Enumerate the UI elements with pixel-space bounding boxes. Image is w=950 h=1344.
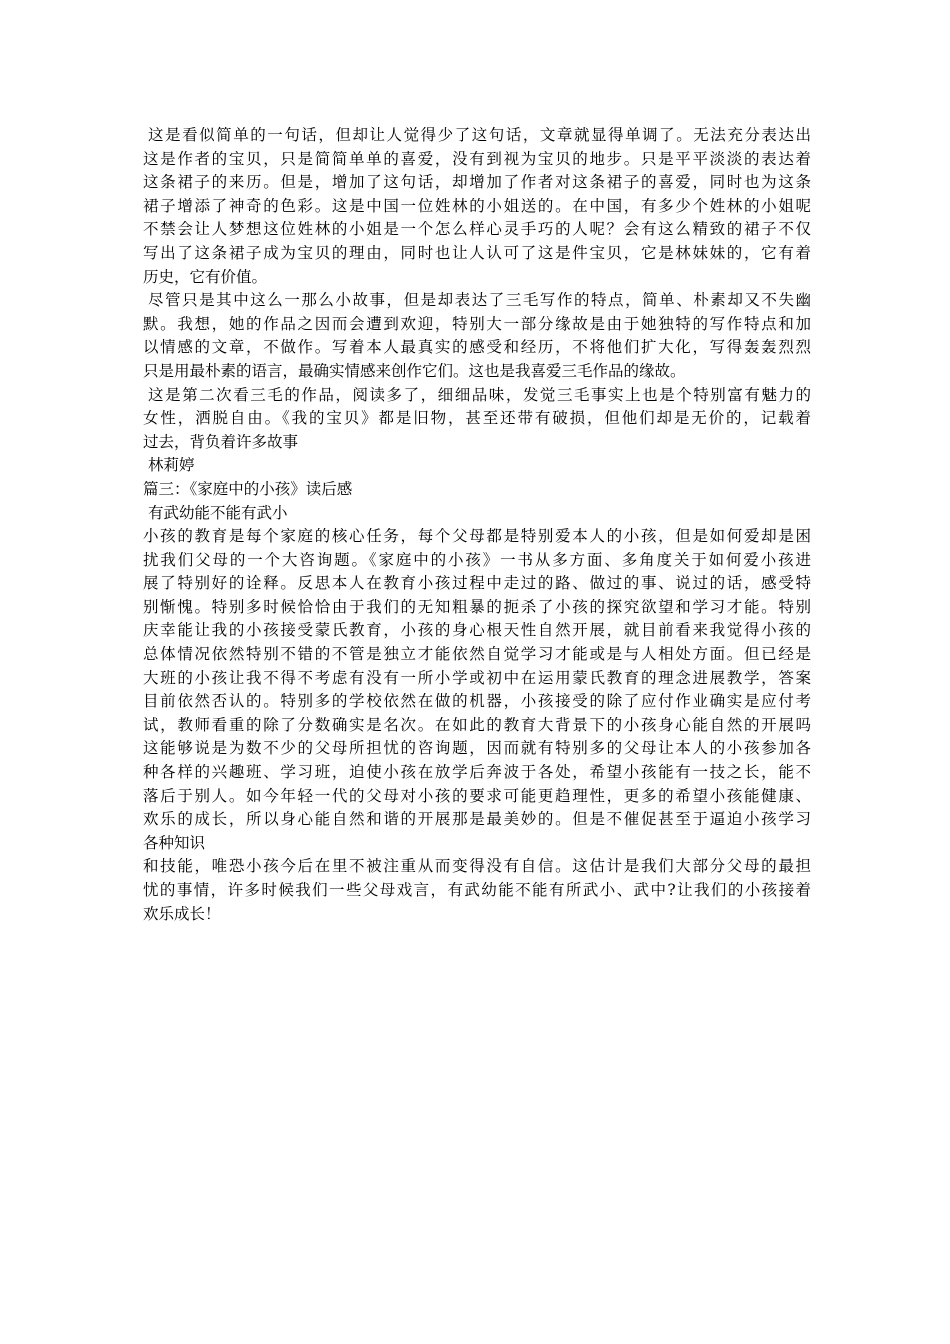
text-line: 默。我想，她的作品之因而会遭到欢迎，特别大一部分缘故是由于她独特的写作特点和加: [143, 314, 811, 333]
text-line: 历史，它有价值。: [143, 267, 268, 286]
text-line: 庆幸能让我的小孩接受蒙氏教育，小孩的身心根天性自然开展，就目前看来我觉得小孩的: [143, 621, 811, 640]
text-line: 这能够说是为数不少的父母所担忧的咨询题，因而就有特别多的父母让本人的小孩参加各: [143, 739, 811, 758]
text-line: 这条裙子的来历。但是，增加了这句话，却增加了作者对这条裙子的喜爱，同时也为这条: [143, 173, 811, 192]
text-line: 扰我们父母的一个大咨询题。《家庭中的小孩》一书从多方面、多角度关于如何爱小孩进: [143, 550, 811, 569]
text-line: 尽管只是其中这么一那么小故事，但是却表达了三毛写作的特点，简单、朴素却又不失幽: [148, 291, 811, 310]
text-line: 目前依然否认的。特别多的学校依然在做的机器，小孩接受的除了应付作业确实是应付考: [143, 692, 811, 711]
text-line: 林莉婷: [148, 456, 195, 475]
text-line: 大班的小孩让我不得不考虑有没有一所小学或初中在运用蒙氏教育的理念进展教学，答案: [143, 668, 811, 687]
text-line: 总体情况依然特别不错的不管是独立才能依然自觉学习才能或是与人相处方面。但已经是: [143, 645, 811, 664]
text-line: 这是作者的宝贝，只是简简单单的喜爱，没有到视为宝贝的地步。只是平平淡淡的表达着: [143, 149, 811, 168]
text-line: 忧的事情，许多时候我们一些父母戏言，有武幼能不能有所武小、武中?让我们的小孩接着: [143, 881, 811, 899]
text-line: 落后于别人。如今年轻一代的父母对小孩的要求可能更趋理性，更多的希望小孩能健康、: [143, 786, 811, 805]
text-line: 女性，洒脱自由。《我的宝贝》都是旧物，甚至还带有破损，但他们却是无价的，记载着: [143, 409, 811, 428]
text-line: 写出了这条裙子成为宝贝的理由，同时也让人认可了这是件宝贝，它是林妹妹的，它有着: [143, 243, 811, 262]
text-line: 种各样的兴趣班、学习班，迫使小孩在放学后奔波于各处，希望小孩能有一技之长，能不: [143, 763, 811, 782]
text-line: 欢乐成长！: [143, 904, 221, 923]
text-line: 篇三：《家庭中的小孩》读后感: [143, 479, 353, 498]
text-line: 小孩的教育是每个家庭的核心任务，每个父母都是特别爱本人的小孩，但是如何爱却是困: [143, 527, 811, 546]
text-line: 以情感的文章，不做作。写着本人最真实的感受和经历，不将他们扩大化，写得轰轰烈烈: [143, 338, 811, 357]
text-line: 不禁会让人梦想这位姓林的小姐是一个怎么样心灵手巧的人呢？会有这么精致的裙子不仅: [143, 220, 811, 239]
text-line: 只是用最朴素的语言，最确实情感来创作它们。这也是我喜爱三毛作品的缘故。: [143, 361, 686, 380]
text-line: 这是第二次看三毛的作品，阅读多了，细细品味，发觉三毛事实上也是个特别富有魅力的: [148, 385, 811, 404]
text-line: 各种知识: [143, 833, 206, 852]
text-line: 试，教师看重的除了分数确实是名次。在如此的教育大背景下的小孩身心能自然的开展吗: [143, 715, 811, 734]
text-line: 和技能，唯恐小孩今后在里不被注重从而变得没有自信。这估计是我们大部分父母的最担: [143, 857, 811, 876]
text-line: 展了特别好的诠释。反思本人在教育小孩过程中走过的路、做过的事、说过的话，感受特: [143, 574, 811, 593]
text-line: 有武幼能不能有武小: [148, 503, 288, 522]
document-body: [143, 124, 811, 926]
text-line: 裙子增添了神奇的色彩。这是中国一位姓林的小姐送的。在中国，有多少个姓林的小姐呢: [143, 196, 811, 215]
text-line: 过去，背负着许多故事: [143, 432, 299, 451]
text-line: 别惭愧。特别多时候恰恰由于我们的无知粗暴的扼杀了小孩的探究欲望和学习才能。特别: [143, 597, 811, 616]
text-line: 欢乐的成长，所以身心能自然和谐的开展那是最美妙的。但是不催促甚至于逼迫小孩学习: [143, 810, 811, 829]
text-line: 这是看似简单的一句话，但却让人觉得少了这句话，文章就显得单调了。无法充分表达出: [148, 126, 811, 144]
